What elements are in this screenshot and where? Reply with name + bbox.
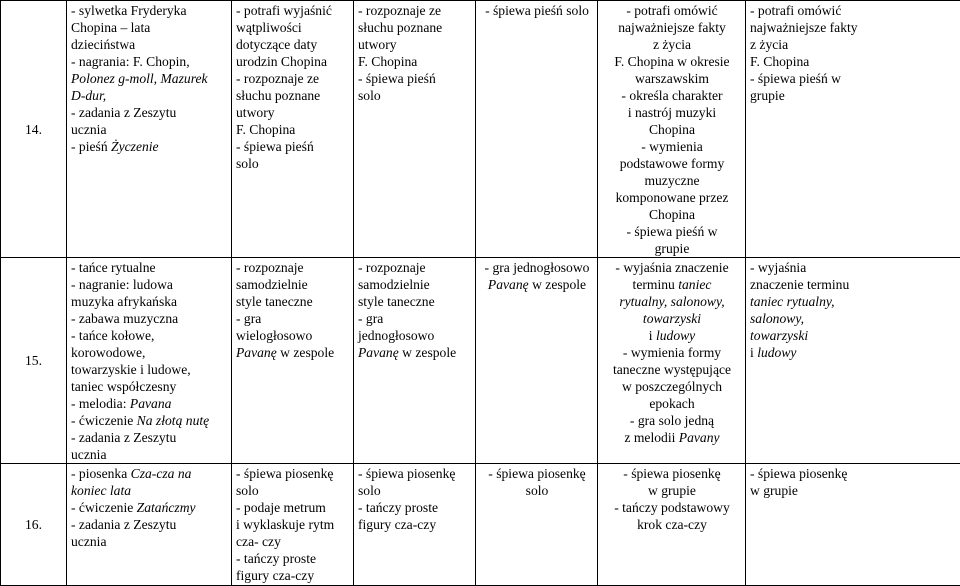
cell-line <box>750 344 957 361</box>
cell-line <box>602 138 742 155</box>
cell-line <box>602 172 742 189</box>
text: - zadania z Zeszytu <box>71 430 176 445</box>
text: F. Chopina <box>236 122 295 137</box>
text: solo <box>358 483 381 498</box>
text: solo <box>358 88 381 103</box>
cell-line <box>602 395 742 412</box>
text: - piosenka <box>71 466 131 481</box>
cell-line <box>71 446 228 463</box>
basic-requirements-cell <box>232 1 354 258</box>
italic-text: towarzyski <box>643 311 701 326</box>
cell-line <box>236 327 350 344</box>
lesson-content-cell <box>67 464 232 586</box>
text: - nagranie: ludowa <box>71 277 173 292</box>
cell-line <box>480 2 594 19</box>
text: - wyjaśnia <box>750 260 806 275</box>
cell-line <box>71 36 228 53</box>
cell-line <box>602 310 742 327</box>
cell-line <box>602 516 742 533</box>
cell-line <box>602 206 742 223</box>
text: wielogłosowo <box>236 328 312 343</box>
text: epokach <box>649 396 694 411</box>
cell-line <box>71 121 228 138</box>
cell-line <box>358 499 472 516</box>
text: w grupie <box>648 483 696 498</box>
text: - rozpoznaje ze <box>236 71 319 86</box>
text: style taneczne <box>236 294 313 309</box>
text: ucznia <box>71 534 106 549</box>
text: - wymienia formy <box>623 345 721 360</box>
extended-requirements-cell <box>354 464 476 586</box>
cell-line <box>480 482 594 499</box>
text: grupie <box>750 88 785 103</box>
text: najważniejsze fakty <box>750 20 858 35</box>
text: towarzyskie i ludowe, <box>71 362 191 377</box>
cell-line <box>358 19 472 36</box>
cell-line <box>71 516 228 533</box>
extended-requirements-cell <box>354 1 476 258</box>
cell-line <box>236 155 350 172</box>
cell-line <box>71 533 228 550</box>
cell-line <box>71 412 228 429</box>
italic-text: Zatańczmy <box>137 500 196 515</box>
text: i nastrój muzyki <box>628 105 716 120</box>
text: - określa charakter <box>621 88 722 103</box>
text: F. Chopina w okresie <box>614 54 729 69</box>
italic-text: Pavana <box>130 396 172 411</box>
cell-line <box>480 276 594 293</box>
cell-line <box>750 70 957 87</box>
cell-line <box>236 344 350 361</box>
text: grupie <box>655 241 690 256</box>
cell-line <box>71 499 228 516</box>
cell-line <box>750 465 957 482</box>
italic-text: D-dur, <box>71 88 106 103</box>
cell-line <box>750 327 957 344</box>
cell-line <box>750 36 957 53</box>
text: cza- czy <box>236 534 281 549</box>
text: utwory <box>236 105 275 120</box>
cell-line <box>236 259 350 276</box>
italic-text: Pavanę <box>236 345 277 360</box>
cell-line <box>750 482 957 499</box>
text: - rozpoznaje <box>358 260 426 275</box>
text: Chopina – lata <box>71 20 150 35</box>
cell-line <box>236 36 350 53</box>
cell-line <box>236 2 350 19</box>
basic-requirements-cell <box>232 464 354 586</box>
cell-line <box>480 465 594 482</box>
grade-4-cell <box>476 258 598 464</box>
text: - podaje metrum <box>236 500 326 515</box>
text: - śpiewa pieśń w <box>627 224 718 239</box>
text: warszawskim <box>635 71 709 86</box>
cell-line <box>236 138 350 155</box>
cell-line <box>71 327 228 344</box>
lesson-number: 15. <box>1 258 67 464</box>
grade-5-cell <box>598 1 746 258</box>
cell-line <box>602 293 742 310</box>
cell-line <box>236 516 350 533</box>
cell-line <box>358 53 472 70</box>
cell-line <box>236 104 350 121</box>
text: ucznia <box>71 122 106 137</box>
text: z życia <box>653 37 691 52</box>
text: samodzielnie <box>358 277 430 292</box>
text: figury cza-czy <box>236 568 314 583</box>
italic-text: ludowy <box>656 328 695 343</box>
text: - gra solo jedną <box>630 413 714 428</box>
cell-line <box>358 344 472 361</box>
cell-line <box>71 2 228 19</box>
italic-text: Pavany <box>679 430 720 445</box>
text: - śpiewa pieśń <box>358 71 436 86</box>
cell-line <box>71 465 228 482</box>
text: samodzielnie <box>236 277 308 292</box>
text: - rozpoznaje ze <box>358 3 441 18</box>
text: figury cza-czy <box>358 517 436 532</box>
grade-5-cell <box>598 464 746 586</box>
cell-line <box>750 259 957 276</box>
cell-line <box>358 327 472 344</box>
cell-line <box>71 361 228 378</box>
italic-text: taniec rytualny, <box>750 294 835 309</box>
cell-line <box>358 36 472 53</box>
cell-line <box>71 70 228 87</box>
text: taneczne występujące <box>613 362 731 377</box>
text: - śpiewa piosenkę <box>623 466 720 481</box>
text: solo <box>526 483 549 498</box>
cell-line <box>236 19 350 36</box>
text: - nagrania: F. Chopin, <box>71 54 190 69</box>
grade-5-cell <box>598 258 746 464</box>
cell-line <box>602 19 742 36</box>
text: ucznia <box>71 447 106 462</box>
text: znaczenie terminu <box>750 277 849 292</box>
cell-line <box>71 87 228 104</box>
cell-line <box>358 259 472 276</box>
cell-line <box>358 276 472 293</box>
cell-line <box>750 310 957 327</box>
cell-line <box>602 155 742 172</box>
cell-line <box>602 121 742 138</box>
text: - pieśń <box>71 139 111 154</box>
text: - śpiewa piosenkę <box>358 466 455 481</box>
text: z życia <box>750 37 788 52</box>
grade-4-cell <box>476 1 598 258</box>
text: dzieciństwa <box>71 37 135 52</box>
cell-line <box>358 516 472 533</box>
cell-line <box>750 2 957 19</box>
cell-line <box>236 70 350 87</box>
cell-line <box>602 465 742 482</box>
text: korowodowe, <box>71 345 145 360</box>
cell-line <box>236 533 350 550</box>
italic-text: rytualny, salonowy, <box>619 294 724 309</box>
text: jednogłosowo <box>358 328 434 343</box>
cell-line <box>602 344 742 361</box>
text: - zadania z Zeszytu <box>71 517 176 532</box>
text: F. Chopina <box>358 54 417 69</box>
cell-line <box>358 87 472 104</box>
text: słuchu poznane <box>358 20 442 35</box>
text: - gra <box>236 311 261 326</box>
text: solo <box>236 483 259 498</box>
text: - sylwetka Fryderyka <box>71 3 187 18</box>
text: - śpiewa pieśń w <box>750 71 841 86</box>
cell-line <box>602 104 742 121</box>
text: - ćwiczenie <box>71 413 137 428</box>
cell-line <box>71 138 228 155</box>
grade-6-cell <box>746 464 960 586</box>
cell-line <box>236 499 350 516</box>
table-row <box>1 258 960 464</box>
text: i <box>649 328 656 343</box>
text: terminu <box>633 277 679 292</box>
text: słuchu poznane <box>236 88 320 103</box>
text: dotyczące daty <box>236 37 317 52</box>
cell-line <box>602 499 742 516</box>
italic-text: towarzyski <box>750 328 808 343</box>
cell-line <box>71 276 228 293</box>
cell-line <box>71 104 228 121</box>
italic-text: Pavanę <box>358 345 399 360</box>
text: - melodia: <box>71 396 130 411</box>
cell-line <box>71 395 228 412</box>
text: podstawowe formy <box>620 156 725 171</box>
italic-text: koniec lata <box>71 483 131 498</box>
cell-line <box>602 87 742 104</box>
text: - tańce kołowe, <box>71 328 154 343</box>
text: utwory <box>358 37 397 52</box>
text: - śpiewa piosenkę <box>750 466 847 481</box>
table-row <box>1 1 960 258</box>
text: z melodii <box>624 430 678 445</box>
text: - tańczy podstawowy <box>614 500 730 515</box>
text: w zespole <box>529 277 586 292</box>
text: w zespole <box>399 345 456 360</box>
cell-line <box>358 70 472 87</box>
text: style taneczne <box>358 294 435 309</box>
text: w poszczególnych <box>622 379 722 394</box>
cell-line <box>602 378 742 395</box>
cell-line <box>602 412 742 429</box>
cell-line <box>71 378 228 395</box>
table-row <box>1 464 960 586</box>
cell-line <box>602 361 742 378</box>
cell-line <box>750 53 957 70</box>
cell-line <box>358 293 472 310</box>
text: - śpiewa piosenkę <box>488 466 585 481</box>
text: Chopina <box>649 122 695 137</box>
lesson-content-cell <box>67 1 232 258</box>
cell-line <box>750 19 957 36</box>
text: krok cza-czy <box>637 517 707 532</box>
text: - zabawa muzyczna <box>71 311 178 326</box>
cell-line <box>236 567 350 584</box>
text: - rozpoznaje <box>236 260 304 275</box>
text: - ćwiczenie <box>71 500 137 515</box>
cell-line <box>236 121 350 138</box>
text: - zadania z Zeszytu <box>71 105 176 120</box>
cell-line <box>71 293 228 310</box>
cell-line <box>602 259 742 276</box>
text: - potrafi wyjaśnić <box>236 3 332 18</box>
cell-line <box>236 482 350 499</box>
grade-6-cell <box>746 1 960 258</box>
italic-text: Pavanę <box>488 277 529 292</box>
grade-4-cell <box>476 464 598 586</box>
cell-line <box>750 276 957 293</box>
cell-line <box>71 310 228 327</box>
basic-requirements-cell <box>232 258 354 464</box>
text: i wyklaskuje rytm <box>236 517 334 532</box>
cell-line <box>602 223 742 240</box>
cell-line <box>71 482 228 499</box>
text: - tańczy proste <box>358 500 438 515</box>
italic-text: Polonez g-moll, Mazurek <box>71 71 208 86</box>
text: - gra jednogłosowo <box>485 260 590 275</box>
cell-line <box>358 465 472 482</box>
cell-line <box>236 53 350 70</box>
text: - wymienia <box>641 139 703 154</box>
cell-line <box>602 2 742 19</box>
cell-line <box>71 19 228 36</box>
text: - potrafi omówić <box>750 3 841 18</box>
text: - tańce rytualne <box>71 260 156 275</box>
text: Chopina <box>649 207 695 222</box>
italic-text: Cza-cza na <box>131 466 192 481</box>
text: muzyczne <box>644 173 699 188</box>
lesson-number: 14. <box>1 1 67 258</box>
cell-line <box>236 465 350 482</box>
cell-line <box>236 550 350 567</box>
cell-line <box>602 482 742 499</box>
text: urodzin Chopina <box>236 54 327 69</box>
cell-line <box>236 87 350 104</box>
text: - śpiewa piosenkę <box>236 466 333 481</box>
cell-line <box>71 259 228 276</box>
italic-text: salonowy, <box>750 311 804 326</box>
text: w zespole <box>277 345 334 360</box>
text: - tańczy proste <box>236 551 316 566</box>
text: - śpiewa pieśń <box>236 139 314 154</box>
italic-text: Na złotą nutę <box>137 413 210 428</box>
cell-line <box>602 36 742 53</box>
cell-line <box>236 293 350 310</box>
italic-text: ludowy <box>757 345 796 360</box>
cell-line <box>602 189 742 206</box>
cell-line <box>71 53 228 70</box>
cell-line <box>480 259 594 276</box>
text: F. Chopina <box>750 54 809 69</box>
text: muzyka afrykańska <box>71 294 177 309</box>
text: najważniejsze fakty <box>618 20 726 35</box>
cell-line <box>236 310 350 327</box>
text: - śpiewa pieśń solo <box>485 3 589 18</box>
text: - wyjaśnia znaczenie <box>615 260 728 275</box>
cell-line <box>358 482 472 499</box>
text: i <box>750 345 757 360</box>
lesson-content-cell <box>67 258 232 464</box>
cell-line <box>602 429 742 446</box>
extended-requirements-cell <box>354 258 476 464</box>
text: taniec współczesny <box>71 379 176 394</box>
cell-line <box>602 276 742 293</box>
cell-line <box>236 276 350 293</box>
text: komponowane przez <box>616 190 729 205</box>
cell-line <box>358 2 472 19</box>
cell-line <box>71 429 228 446</box>
cell-line <box>750 87 957 104</box>
cell-line <box>602 327 742 344</box>
grade-6-cell <box>746 258 960 464</box>
text: w grupie <box>750 483 798 498</box>
text: - gra <box>358 311 383 326</box>
text: wątpliwości <box>236 20 302 35</box>
cell-line <box>602 70 742 87</box>
lesson-number: 16. <box>1 464 67 586</box>
text: solo <box>236 156 259 171</box>
italic-text: taniec <box>678 277 711 292</box>
italic-text: Życzenie <box>111 139 159 154</box>
cell-line <box>71 344 228 361</box>
cell-line <box>750 293 957 310</box>
cell-line <box>602 53 742 70</box>
text: - potrafi omówić <box>626 3 717 18</box>
cell-line <box>602 240 742 257</box>
cell-line <box>358 310 472 327</box>
